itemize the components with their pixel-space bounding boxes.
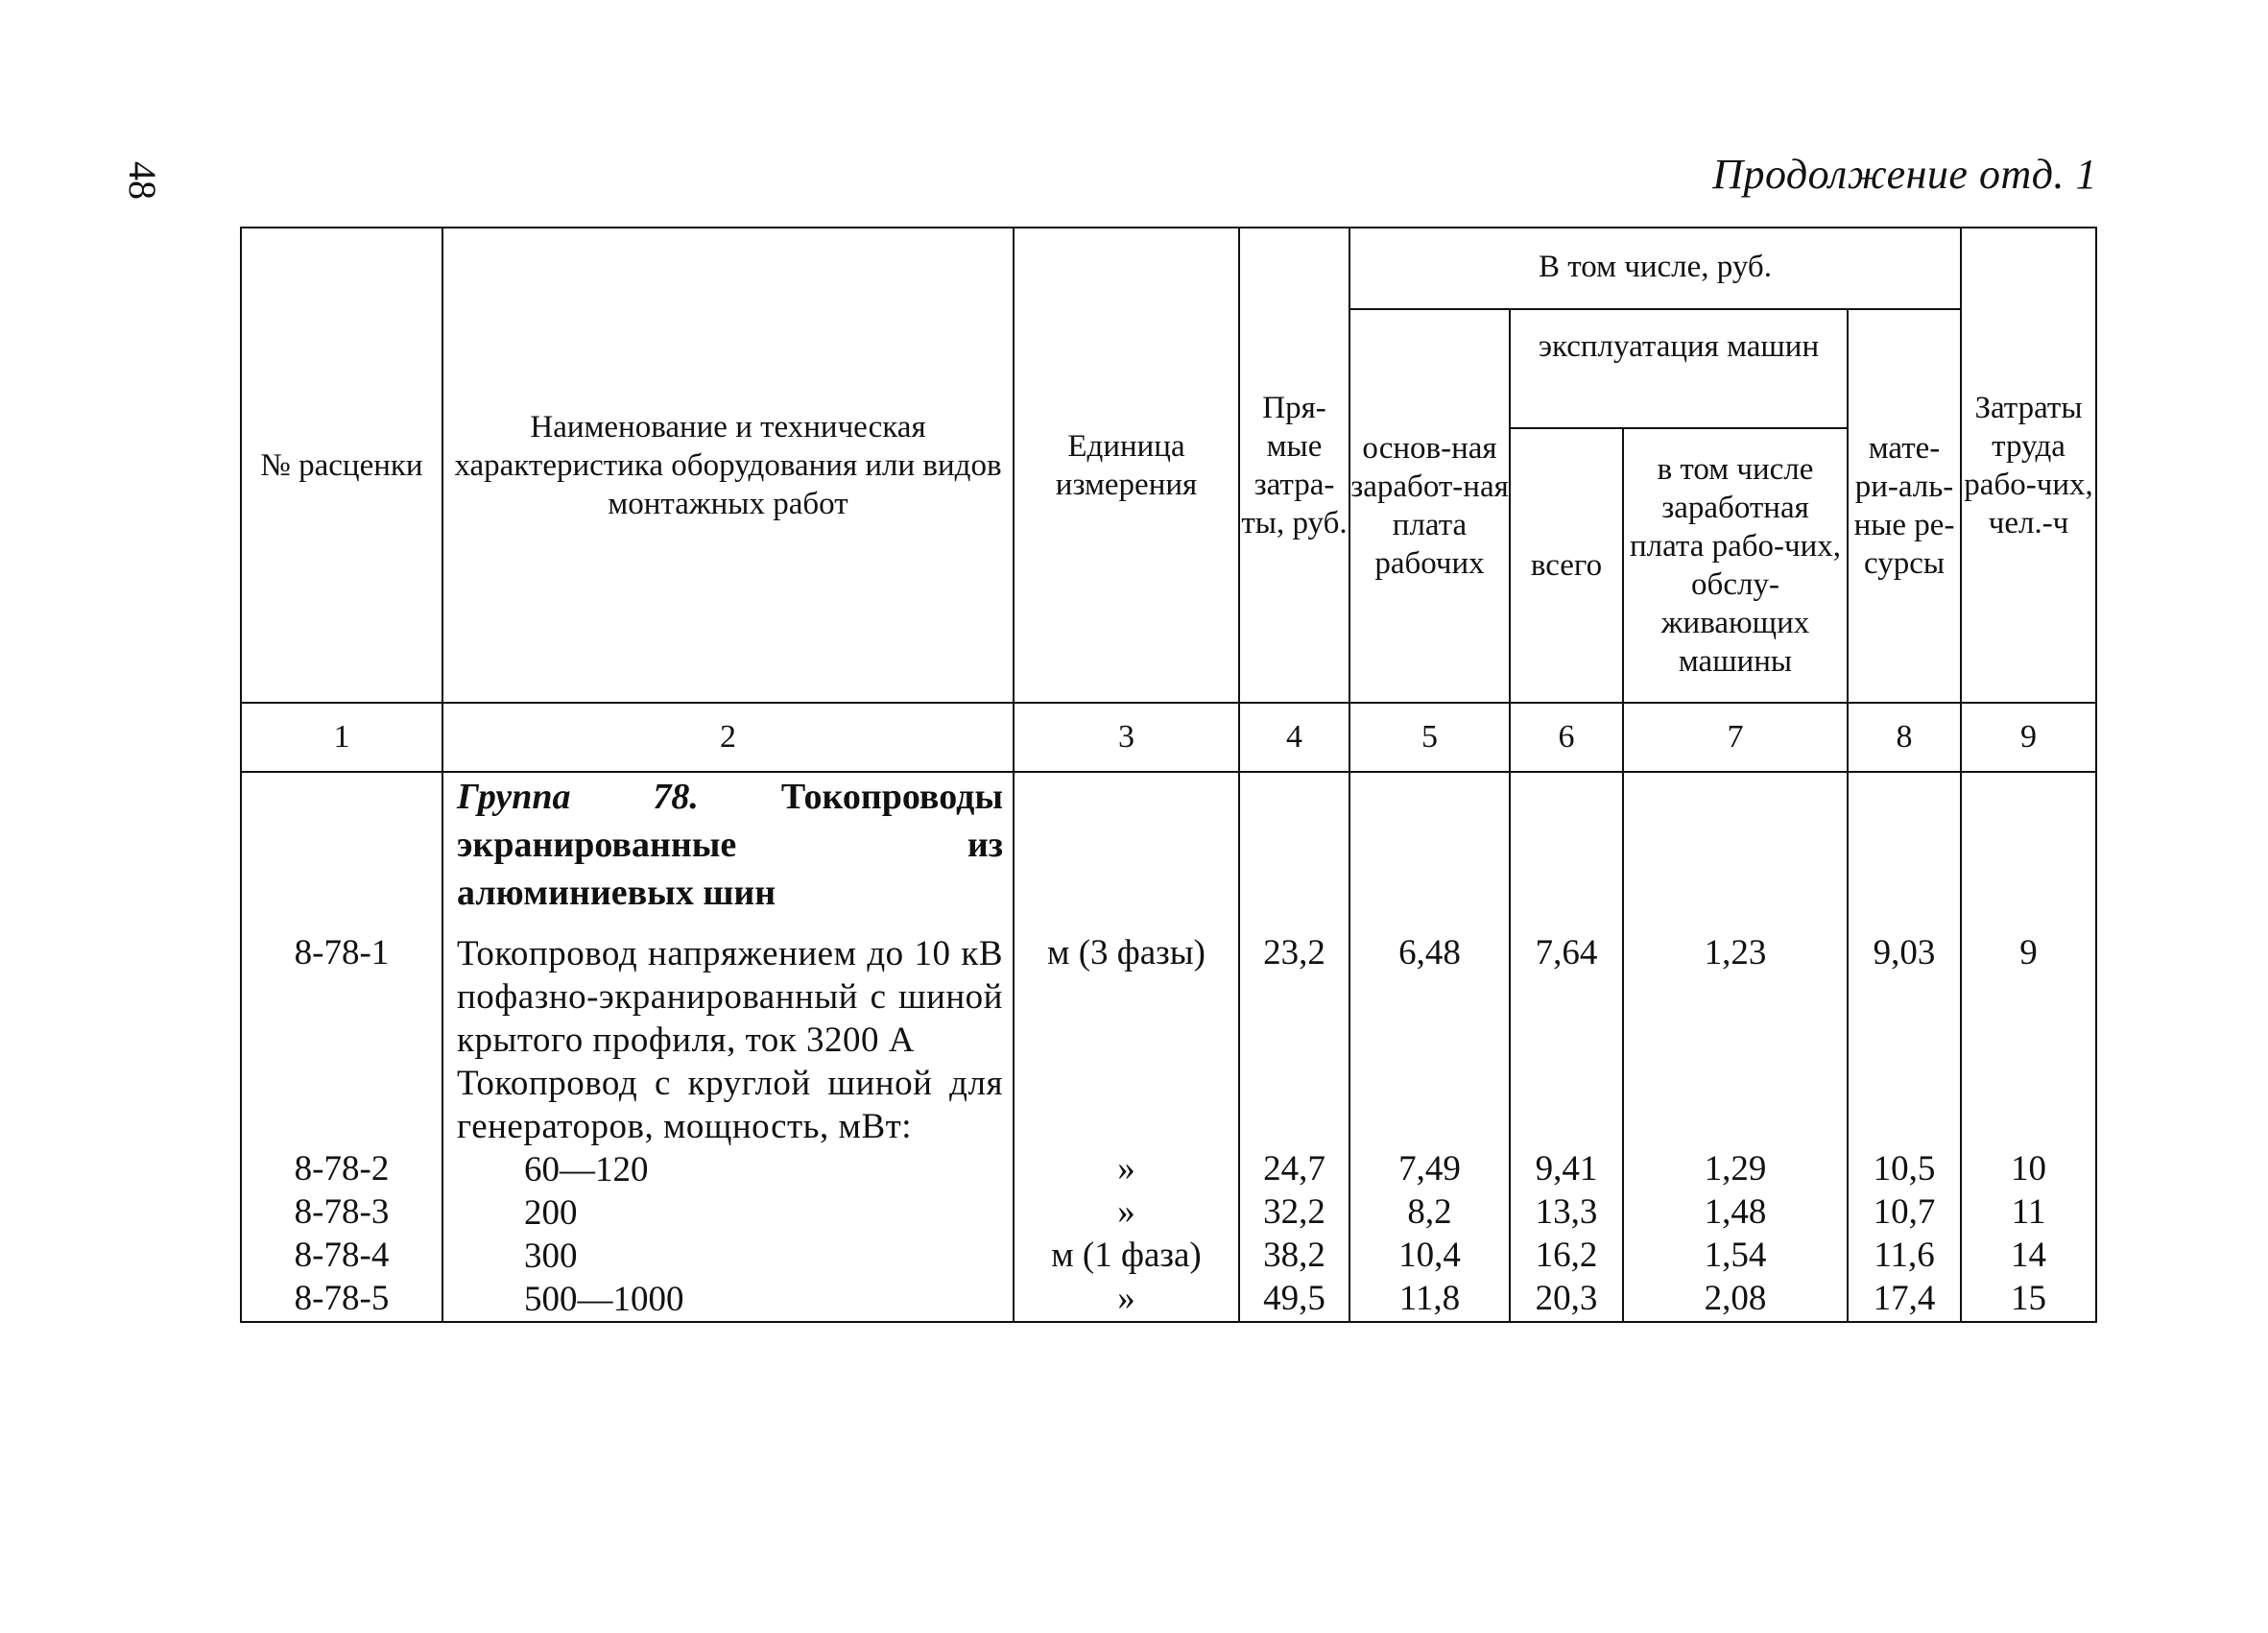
group-title (457, 773, 1003, 917)
base-wages-column (1349, 772, 1510, 1322)
column-number: 4 (1239, 703, 1349, 772)
column-number: 5 (1349, 703, 1510, 772)
unit-column (1014, 772, 1239, 1322)
header-materials: мате-ри-аль-ные ре-сурсы (1848, 309, 1961, 703)
header-machine-operation: эксплуатация машин (1510, 309, 1848, 428)
rates-table-frame (240, 227, 2095, 1323)
direct-costs-column (1239, 772, 1349, 1322)
column-number-row (241, 703, 2096, 772)
unit-value: м (1 фаза) (1051, 1236, 1202, 1275)
machines-wages-column (1623, 772, 1848, 1322)
rates-table (240, 227, 2097, 1323)
materials-value: 17,4 (1873, 1279, 1936, 1318)
item-name: 300 (524, 1237, 578, 1276)
machines-wage-value: 1,48 (1704, 1192, 1767, 1232)
column-number: 1 (241, 703, 442, 772)
header-including-group: В том числе, руб. (1349, 228, 1961, 309)
rate-code-column (241, 772, 442, 1322)
rate-code: 8-78-1 (294, 933, 390, 973)
direct-cost-value: 24,7 (1263, 1149, 1325, 1189)
subgroup-description: Токопровод с круглой шиной для генераторов, мощность, мВт: (457, 1064, 1003, 1146)
base-wage-value: 6,48 (1398, 933, 1461, 973)
materials-column (1848, 772, 1961, 1322)
item-name: 60—120 (524, 1150, 649, 1189)
labor-value: 9 (2019, 933, 2038, 973)
materials-value: 11,6 (1874, 1236, 1935, 1275)
materials-value: 10,7 (1873, 1192, 1936, 1232)
rate-code: 8-78-5 (294, 1279, 390, 1318)
materials-value: 9,03 (1873, 933, 1936, 973)
unit-value: » (1117, 1149, 1135, 1189)
description-column (442, 772, 1014, 1322)
machines-wage-value: 1,54 (1704, 1236, 1767, 1275)
page-number: 48 (121, 161, 164, 200)
column-number: 3 (1014, 703, 1239, 772)
column-number: 9 (1961, 703, 2096, 772)
labor-value: 14 (2011, 1236, 2047, 1275)
machines-wage-value: 1,23 (1704, 933, 1767, 973)
base-wage-value: 10,4 (1398, 1236, 1461, 1275)
item-name: 500—1000 (524, 1280, 684, 1319)
unit-value: м (3 фазы) (1047, 933, 1206, 973)
machines-total-column (1510, 772, 1623, 1322)
machines-total-value: 13,3 (1535, 1192, 1598, 1232)
header-base-wages: основ-ная заработ-ная плата рабочих (1349, 309, 1510, 703)
materials-value: 10,5 (1873, 1149, 1936, 1189)
rate-code: 8-78-2 (294, 1149, 390, 1189)
item-description: Токопровод напряжением до 10 кВ пофазно-экранированный с шиной крытого профиля, ток 3200 А (457, 934, 1003, 1060)
header-description: Наименование и техническая характеристика оборудования или видов монтажных работ (442, 228, 1014, 703)
column-number: 2 (442, 703, 1014, 772)
item-name: 200 (524, 1193, 578, 1233)
machines-wage-value: 1,29 (1704, 1149, 1767, 1189)
header-direct-costs: Пря-мые затра-ты, руб. (1239, 228, 1349, 703)
direct-cost-value: 49,5 (1263, 1279, 1325, 1318)
machines-total-value: 16,2 (1535, 1236, 1598, 1275)
unit-value: » (1117, 1279, 1135, 1318)
unit-value: » (1117, 1192, 1135, 1232)
labor-value: 10 (2011, 1149, 2047, 1189)
base-wage-value: 8,2 (1407, 1192, 1452, 1232)
group-label: Группа 78. (457, 777, 699, 817)
direct-cost-value: 38,2 (1263, 1236, 1325, 1275)
rate-code: 8-78-3 (294, 1192, 390, 1232)
machines-total-value: 9,41 (1535, 1149, 1598, 1189)
base-wage-value: 7,49 (1398, 1149, 1461, 1189)
header-rate-number: № расценки (241, 228, 442, 703)
header-labor-costs: Затраты труда рабо-чих, чел.-ч (1961, 228, 2096, 703)
header-unit: Единица измерения (1014, 228, 1239, 703)
table-body-row (241, 772, 2096, 1322)
column-number: 6 (1510, 703, 1623, 772)
machines-total-value: 20,3 (1535, 1279, 1598, 1318)
direct-cost-value: 32,2 (1263, 1192, 1325, 1232)
column-number: 7 (1623, 703, 1848, 772)
labor-value: 15 (2011, 1279, 2047, 1318)
direct-cost-value: 23,2 (1263, 933, 1325, 973)
base-wage-value: 11,8 (1398, 1279, 1461, 1318)
column-number: 8 (1848, 703, 1961, 772)
labor-column (1961, 772, 2096, 1322)
machines-total-value: 7,64 (1535, 933, 1598, 973)
machines-wage-value: 2,08 (1704, 1279, 1767, 1318)
group-name: Токопроводы экранированные из алюминиевых шин (457, 777, 1003, 913)
rate-code: 8-78-4 (294, 1236, 390, 1275)
running-head: Продолжение отд. 1 (1712, 151, 2097, 198)
header-machines-wages: в том числе заработная плата рабо-чих, обслу-живающих машины (1623, 428, 1848, 703)
header-machines-total: всего (1510, 428, 1623, 703)
labor-value: 11 (2011, 1192, 2046, 1232)
